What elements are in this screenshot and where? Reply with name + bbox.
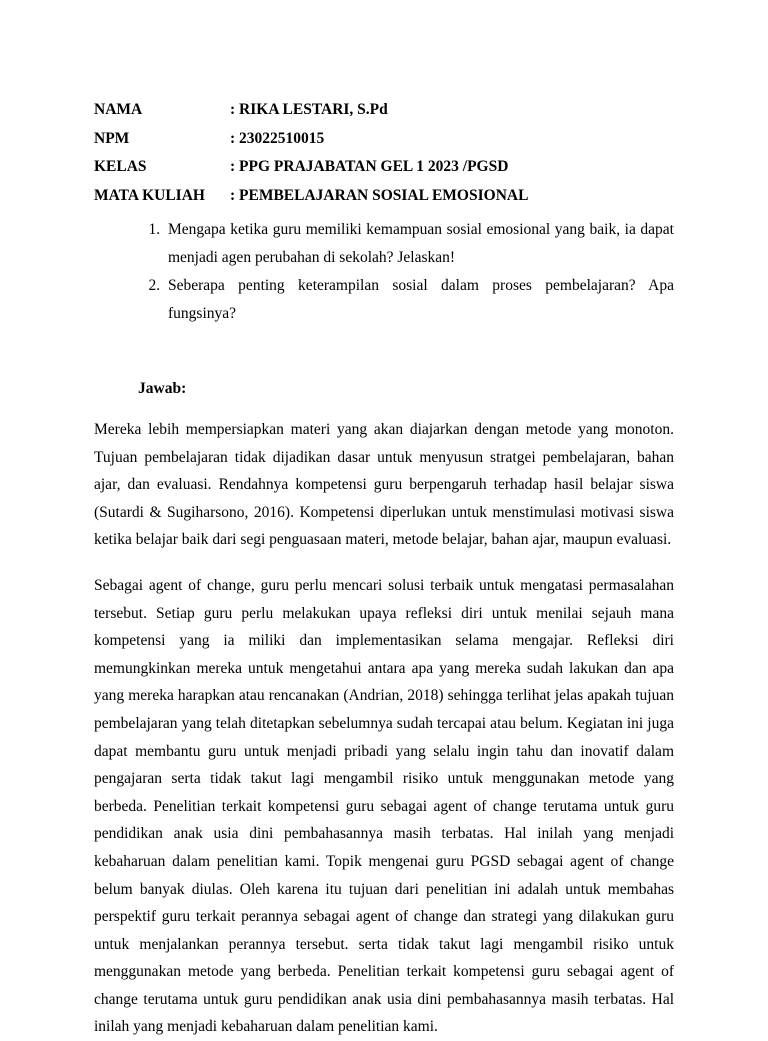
identity-label: KELAS [94,158,147,176]
question-item: 2. Seberapa penting keterampilan sosial dalam proses pembelajaran? Apa fungsinya? [164,272,674,328]
identity-value: : PEMBELAJARAN SOSIAL EMOSIONAL [230,186,529,204]
answer-paragraph: Sebagai agent of change, guru perlu mencari solusi terbaik untuk mengatasi permasalahan tersebut. Setiap guru perlu melakukan upaya refleksi diri untuk menilai sejauh mana kompetensi yang ia miliki dan implementasikan selama mengajar. Refleksi diri memungkinkan mereka untuk mengetahui antara apa yang mereka sudah lakukan dan apa yang mereka harapkan atau rencanakan (Andrian, 2018) sehingga terlihat jelas apakah tujuan pembelajaran yang telah ditetapkan sebelumnya sudah tercapai atau belum. Kegiatan ini juga dapat membantu guru untuk menjadi pribadi yang selalu ingin tahu dan inovatif dalam pengajaran serta tidak takut lagi mengambil risiko untuk menggunakan metode yang berbeda. Penelitian terkait kompetensi guru sebagai agent of change terutama untuk guru pendidikan anak usia dini pembahasannya masih terbatas. Hal inilah yang menjadi kebaharuan dalam penelitian kami. Topik mengenai guru PGSD sebagai agent of change belum banyak diulas. Oleh karena itu tujuan dari penelitian ini adalah untuk membahas perspektif guru terkait perannya sebagai agent of change dan strategi yang dilakukan guru untuk menjalankan perannya tersebut. serta tidak takut lagi mengambil risiko untuk menggunakan metode yang berbeda. Penelitian terkait kompetensi guru sebagai agent of change terutama untuk guru pendidikan anak usia dini pembahasannya masih terbatas. Hal inilah yang menjadi kebaharuan dalam penelitian kami. [94,576,674,1036]
identity-value: : RIKA LESTARI, S.Pd [230,101,388,119]
identity-block [94,96,674,210]
identity-label: MATA KULIAH [94,186,205,204]
identity-row-mata-kuliah [94,182,674,211]
question-item: 1. Mengapa ketika guru memiliki kemampuan sosial emosional yang baik, ia dapat menjadi agen perubahan di sekolah? Jelaskan! [164,216,674,272]
answer-paragraph: Mereka lebih mempersiapkan materi yang akan diajarkan dengan metode yang monoton. Tujuan pembelajaran tidak dijadikan dasar untuk menyusun stratgei pembelajaran, bahan ajar, dan evaluasi. Rendahnya kompetensi guru berpengaruh terhadap hasil belajar siswa (Sutardi & Sugiharsono, 2016). Kompetensi diperlukan untuk menstimulasi motivasi siswa ketika belajar baik dari segi penguasaan materi, metode belajar, bahan ajar, maupun evaluasi. [94,421,674,549]
identity-row-nama [94,96,674,125]
identity-label: NAMA [94,101,143,119]
identity-label: NPM [94,129,130,147]
answer-heading: Jawab: [138,380,187,397]
identity-value: : 23022510015 [230,129,325,147]
identity-row-kelas [94,153,674,182]
identity-value: : PPG PRAJABATAN GEL 1 2023 /PGSD [230,158,509,176]
identity-row-npm [94,125,674,154]
question-list [94,216,674,328]
